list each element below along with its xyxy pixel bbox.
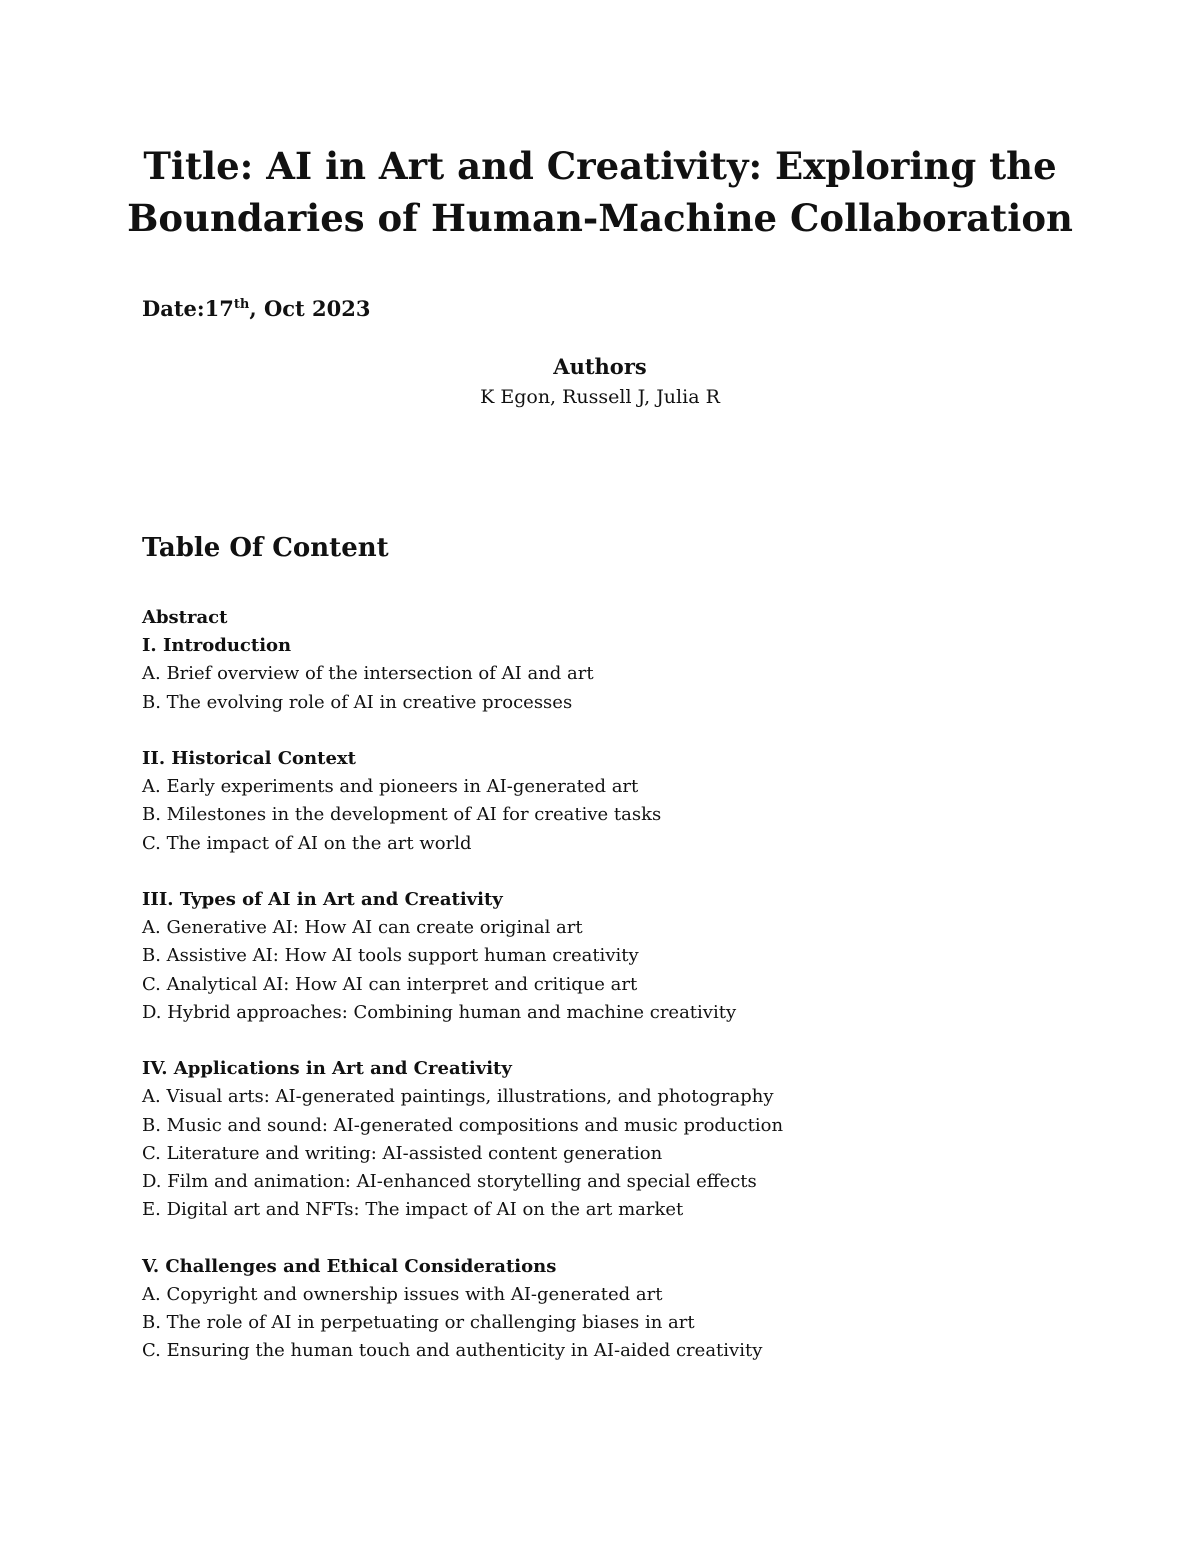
toc-item: B. Music and sound: AI-generated compositions and music production (142, 1114, 784, 1136)
toc-section-heading: III. Types of AI in Art and Creativity (142, 889, 503, 910)
toc-item: C. Ensuring the human touch and authenticity in AI-aided creativity (142, 1340, 763, 1362)
toc-item: B. Milestones in the development of AI for creative tasks (142, 804, 662, 826)
toc-section-heading: IV. Applications in Art and Creativity (142, 1058, 512, 1080)
toc-heading: Table Of Content (142, 533, 389, 563)
toc-item: B. The role of AI in perpetuating or challenging biases in art (142, 1312, 695, 1334)
date-ordinal-suffix: th (233, 297, 250, 312)
toc-section-historical-context (142, 745, 1102, 858)
toc-item: C. Literature and writing: AI-assisted content generation (142, 1142, 663, 1164)
toc-item: D. Hybrid approaches: Combining human and machine creativity (142, 1001, 737, 1023)
toc-item: A. Visual arts: AI-generated paintings, illustrations, and photography (142, 1086, 774, 1108)
toc-abstract: Abstract (142, 607, 228, 628)
toc-item: B. Assistive AI: How AI tools support human creativity (142, 945, 639, 967)
toc-section-heading: I. Introduction (142, 635, 292, 657)
toc-section-applications (142, 1055, 1102, 1224)
document-title: Title: AI in Art and Creativity: Exploring the Boundaries of Human-Machine Collaboration (127, 144, 1073, 240)
toc-item: A. Generative AI: How AI can create original art (142, 917, 583, 939)
toc-item: A. Copyright and ownership issues with AI-generated art (142, 1283, 663, 1305)
date-rest: , Oct 2023 (249, 296, 371, 321)
toc-item: B. The evolving role of AI in creative processes (142, 691, 573, 713)
toc-item: E. Digital art and NFTs: The impact of AI on the art market (142, 1199, 684, 1221)
toc-item: A. Brief overview of the intersection of AI and art (142, 663, 594, 685)
toc-section-challenges (142, 1253, 1102, 1366)
toc-item: C. Analytical AI: How AI can interpret and critique art (142, 973, 638, 995)
authors-names: K Egon, Russell J, Julia R (480, 386, 720, 408)
date-day: 17 (204, 296, 234, 321)
authors-heading: Authors (553, 354, 647, 379)
toc-section-introduction (142, 632, 1102, 717)
table-of-contents (142, 604, 1102, 1365)
toc-section-heading: V. Challenges and Ethical Considerations (142, 1255, 557, 1277)
document-date (142, 294, 371, 324)
toc-item: D. Film and animation: AI-enhanced storytelling and special effects (142, 1171, 757, 1193)
toc-item: C. The impact of AI on the art world (142, 832, 472, 854)
date-label: Date: (142, 296, 205, 321)
toc-item: A. Early experiments and pioneers in AI-generated art (142, 776, 639, 798)
toc-section-heading: II. Historical Context (142, 748, 356, 769)
toc-section-types-of-ai (142, 886, 1102, 1027)
